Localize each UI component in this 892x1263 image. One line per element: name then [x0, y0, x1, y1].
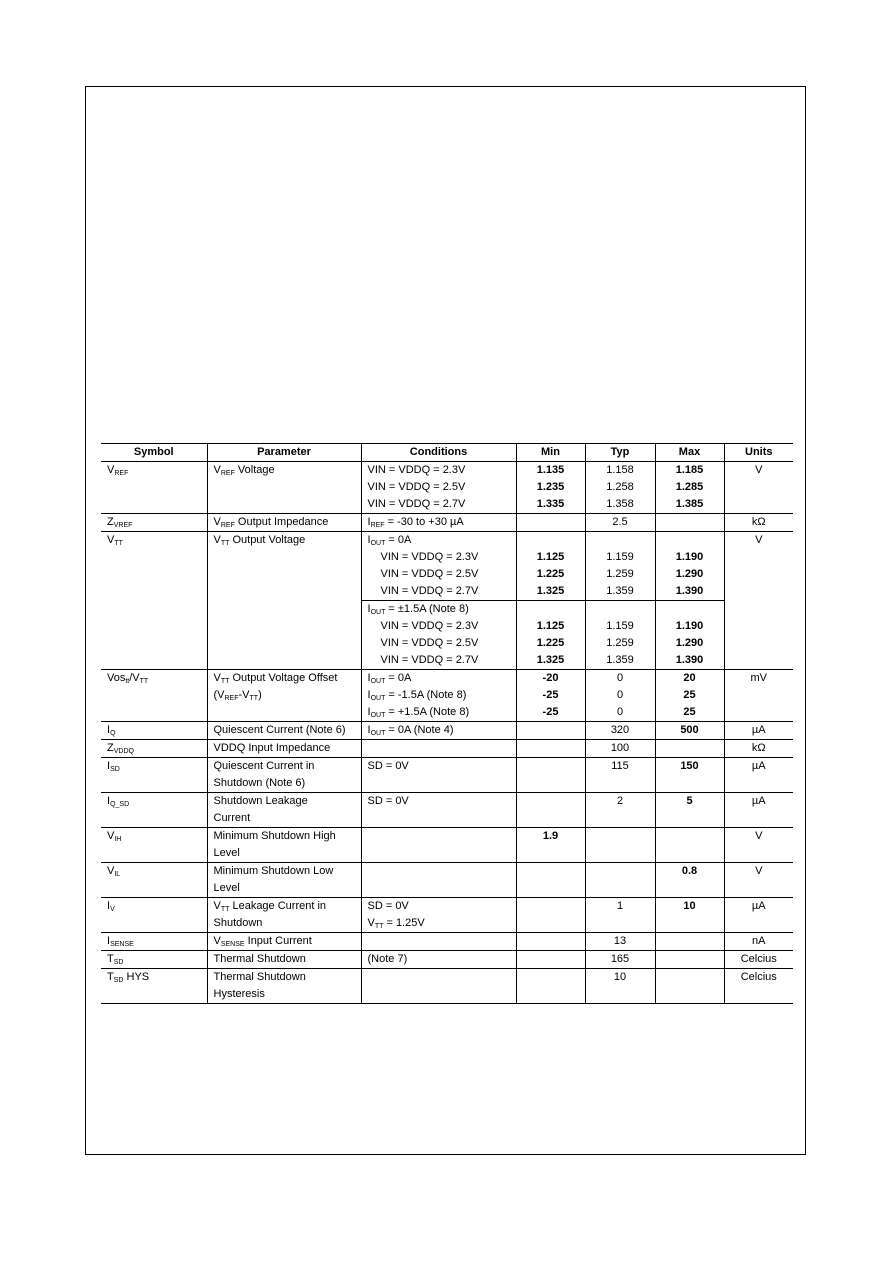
units-cell: Celcius [724, 951, 793, 969]
max-cell [655, 740, 724, 758]
typ-cell [585, 828, 655, 863]
max-cell [655, 514, 724, 532]
units-cell: V [724, 828, 793, 863]
units-cell: µA [724, 722, 793, 740]
table-row [101, 462, 793, 514]
max-cell: 0.8 [655, 863, 724, 898]
header-min: Min [516, 444, 585, 462]
min-cell [516, 863, 585, 898]
max-cell: 1.190 1.290 1.390 [655, 601, 724, 670]
max-cell: 20 25 25 [655, 670, 724, 722]
header-max: Max [655, 444, 724, 462]
symbol-cell: $I_{Q\_SD}$ [101, 793, 207, 828]
max-cell: 10 [655, 898, 724, 933]
conditions-cell [361, 863, 516, 898]
conditions-cell: $I_{OUT} = \pm 1.5A$ (Note 8) VIN = VDDQ = 2.3V VIN = VDDQ = 2.5V VIN = VDDQ = 2.7V [361, 601, 516, 670]
typ-cell: 0 0 0 [585, 670, 655, 722]
max-cell: 500 [655, 722, 724, 740]
table-row [101, 969, 793, 1004]
conditions-cell [361, 969, 516, 1004]
symbol-cell: $I_{SENSE}$ [101, 933, 207, 951]
table-row [101, 514, 793, 532]
min-cell [516, 969, 585, 1004]
min-cell [516, 722, 585, 740]
units-cell: µA [724, 758, 793, 793]
typ-cell: 100 [585, 740, 655, 758]
symbol-cell: $T_{SD}$ HYS [101, 969, 207, 1004]
table-row [101, 532, 793, 601]
units-cell: mV [724, 670, 793, 722]
symbol-cell: $Vos_{tt}/V_{TT}$ [101, 670, 207, 722]
parameter-cell: Quiescent Current (Note 6) [207, 722, 361, 740]
units-cell: µA [724, 898, 793, 933]
min-cell: 1.9 [516, 828, 585, 863]
typ-cell [585, 863, 655, 898]
units-cell: V [724, 863, 793, 898]
units-cell: V [724, 532, 793, 670]
units-cell: kΩ [724, 514, 793, 532]
min-cell [516, 758, 585, 793]
table-row [101, 951, 793, 969]
min-cell: 1.125 1.225 1.325 [516, 532, 585, 601]
typ-cell: 115 [585, 758, 655, 793]
typ-cell: 2 [585, 793, 655, 828]
min-cell: 1.125 1.225 1.325 [516, 601, 585, 670]
typ-cell: 165 [585, 951, 655, 969]
symbol-cell: $I_{SD}$ [101, 758, 207, 793]
conditions-cell: VIN = VDDQ = 2.3V VIN = VDDQ = 2.5V VIN = VDDQ = 2.7V [361, 462, 516, 514]
symbol-cell: $I_V$ [101, 898, 207, 933]
symbol-cell: $V_{REF}$ [101, 462, 207, 514]
symbol-cell: $V_{TT}$ [101, 532, 207, 670]
parameter-cell: $V_{REF}$ Output Impedance [207, 514, 361, 532]
parameter-cell: Thermal Shutdown Hysteresis [207, 969, 361, 1004]
conditions-cell: $I_{OUT} = 0A$ VIN = VDDQ = 2.3V VIN = VDDQ = 2.5V VIN = VDDQ = 2.7V [361, 532, 516, 601]
units-cell: Celcius [724, 969, 793, 1004]
table-row [101, 670, 793, 722]
max-cell [655, 828, 724, 863]
parameter-cell: Minimum Shutdown High Level [207, 828, 361, 863]
parameter-cell: Thermal Shutdown [207, 951, 361, 969]
max-cell: 1.190 1.290 1.390 [655, 532, 724, 601]
units-cell: nA [724, 933, 793, 951]
parameter-cell: Minimum Shutdown Low Level [207, 863, 361, 898]
max-cell [655, 951, 724, 969]
typ-cell: 13 [585, 933, 655, 951]
table-row [101, 793, 793, 828]
parameter-cell: Quiescent Current in Shutdown (Note 6) [207, 758, 361, 793]
symbol-cell: $T_{SD}$ [101, 951, 207, 969]
typ-cell: 1 [585, 898, 655, 933]
table-row [101, 863, 793, 898]
symbol-cell: $V_{IH}$ [101, 828, 207, 863]
min-cell [516, 793, 585, 828]
header-units: Units [724, 444, 793, 462]
table-row [101, 933, 793, 951]
symbol-cell: $Z_{VDDQ}$ [101, 740, 207, 758]
parameter-cell: $V_{SENSE}$ Input Current [207, 933, 361, 951]
max-cell [655, 933, 724, 951]
typ-cell: 10 [585, 969, 655, 1004]
units-cell: V [724, 462, 793, 514]
parameter-cell: $V_{TT}$ Output Voltage Offset $(V_{REF}-V_{TT})$ [207, 670, 361, 722]
symbol-cell: $V_{IL}$ [101, 863, 207, 898]
parameter-cell: $V_{TT}$ Output Voltage [207, 532, 361, 670]
typ-cell: 1.159 1.259 1.359 [585, 532, 655, 601]
parameter-cell: VDDQ Input Impedance [207, 740, 361, 758]
typ-cell: 320 [585, 722, 655, 740]
conditions-cell [361, 933, 516, 951]
max-cell: 150 [655, 758, 724, 793]
min-cell [516, 898, 585, 933]
conditions-cell: SD = 0V $V_{TT} = 1.25V$ [361, 898, 516, 933]
table-row [101, 740, 793, 758]
header-row [101, 444, 793, 462]
units-cell: µA [724, 793, 793, 828]
conditions-cell: $I_{OUT} = 0A$ (Note 4) [361, 722, 516, 740]
conditions-cell: SD = 0V [361, 758, 516, 793]
table-row [101, 828, 793, 863]
table-row [101, 722, 793, 740]
electrical-characteristics-table [101, 443, 793, 1004]
header-symbol: Symbol [101, 444, 207, 462]
table-row [101, 898, 793, 933]
parameter-cell: $V_{REF}$ Voltage [207, 462, 361, 514]
header-parameter: Parameter [207, 444, 361, 462]
max-cell: 5 [655, 793, 724, 828]
parameter-cell: Shutdown Leakage Current [207, 793, 361, 828]
header-typ: Typ [585, 444, 655, 462]
conditions-cell [361, 740, 516, 758]
typ-cell: 1.158 1.258 1.358 [585, 462, 655, 514]
min-cell [516, 514, 585, 532]
table-row [101, 758, 793, 793]
typ-cell: 2.5 [585, 514, 655, 532]
symbol-cell: $Z_{VREF}$ [101, 514, 207, 532]
symbol-cell: $I_Q$ [101, 722, 207, 740]
min-cell: 1.135 1.235 1.335 [516, 462, 585, 514]
conditions-cell [361, 828, 516, 863]
conditions-cell: $I_{OUT} = 0A$ $I_{OUT} = -1.5A$ (Note 8) $I_{OUT} = +1.5A$ (Note 8) [361, 670, 516, 722]
conditions-cell: $I_{REF} = -30$ to +30 µA [361, 514, 516, 532]
units-cell: kΩ [724, 740, 793, 758]
parameter-cell: $V_{TT}$ Leakage Current in Shutdown [207, 898, 361, 933]
min-cell: -20 -25 -25 [516, 670, 585, 722]
conditions-cell: SD = 0V [361, 793, 516, 828]
min-cell [516, 933, 585, 951]
conditions-cell: (Note 7) [361, 951, 516, 969]
typ-cell: 1.159 1.259 1.359 [585, 601, 655, 670]
header-conditions: Conditions [361, 444, 516, 462]
min-cell [516, 740, 585, 758]
max-cell: 1.185 1.285 1.385 [655, 462, 724, 514]
min-cell [516, 951, 585, 969]
max-cell [655, 969, 724, 1004]
